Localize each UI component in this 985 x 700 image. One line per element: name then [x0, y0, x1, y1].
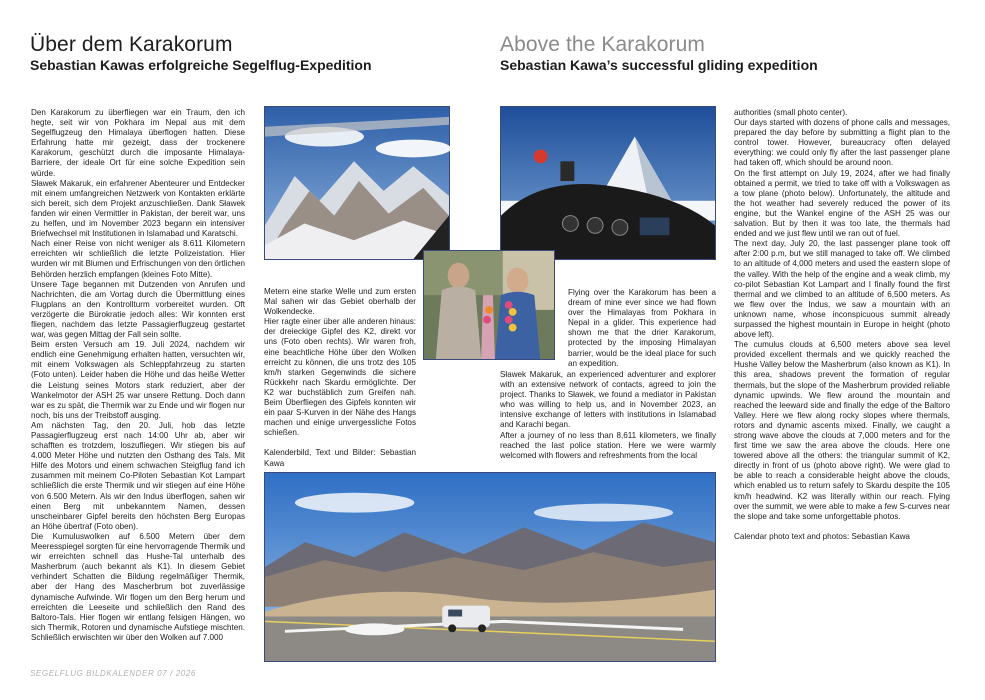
english-paragraph: The next day, July 20, the last passenger plane took off after 2:00 p.m, but we still managed to take off. We climbed to an altitude of 4,000 meters and used the eastern slope of the valley. With the help of the engine and a weak climb, my co-pilot Sebastian Kot Lampart and I finally found the first thermal and we climbed to an altitude of 6,500 meters. As we flew over the Indus, we saw a mountain with an unknown name, whose inconspicuous summit already surpassed the highest mountain in Europe in height (photo above left). [734, 239, 950, 340]
photo-glider-tow-car [264, 472, 716, 662]
english-paragraph: The cumulus clouds at 6,500 meters above sea level provided excellent thermals and we quickly reached the Hushe Valley below the Masherbrum (also known as K1). In this area, shadows prevent the formation of regular thermals, but the slope of the Masherbrum provided reliable dynamic upwinds. We flew around the mountain and reached the leeward side and finally the edge of the Baltoro Valley. Here we flew along rocky slopes where thermals, rotors and dynamic ascents mixed. Finally, we caught a strong wave above the clouds at 7,000 meters and for the first time we saw the area above the clouds. Here one towered above all the others: the triangular summit of K2, directly in front of us (photo above right). We were glad to be able to reach a considerable height above the clouds, which enabled us to return safely to Skardu despite the 105 km/h headwind. K2 was literally within our reach. Flying over the summit, we were able to make a few S-curves near the slope and take some unforgettable photos. [734, 340, 950, 521]
english-photo-credit: Calendar photo text and photos: Sebastian Kawa [734, 531, 910, 541]
footer-calendar-label: SEGELFLUG BILDKALENDER 07 / 2026 [30, 669, 196, 678]
german-paragraph: Am nächsten Tag, den 20. Juli, hob das letzte Passagierflugzeug erst nach 14:00 Uhr ab, aber wir schafften es trotzdem, loszufliegen. Wir stiegen bis auf 4.000 Meter Höhe und nutzten den Osthang des Tals. Mit Hilfe des Motors und einem schwachen Steigflug fand ich zusammen mit meinem Co-Piloten Sebastian Kot Lampart schließlich die erste Thermik und wir stiegen auf eine Höhe von 6.500 Metern. Als wir den Indus überflogen, sahen wir einen Berg mit unbekanntem Namen, dessen unscheinbarer Gipfel bereits den höchsten Berg Europas an Höhe übertraf (Foto oben). [31, 420, 245, 531]
photo-welcome-flowers [423, 250, 555, 360]
german-paragraph: Sławek Makaruk, ein erfahrener Abenteurer und Entdecker mit einem umfangreichen Netzwerk von Kontakten erklärte sich bereit, sich dem Projekt anzuschließen. Dank Sławek fanden wir einen Vermittler in Pakistan, der bereit war, uns zu helfen, und im November 2023 begann ein intensiver Briefwechsel mit Institutionen in Islamabad und Karatschi. [31, 178, 245, 239]
photo-cockpit-k2 [500, 106, 716, 260]
german-paragraph: Den Karakorum zu überfliegen war ein Traum, den ich hegte, seit wir von Pokhara im Nepal aus mit dem Segelflugzeug den Himalaya überflogen hatten. Diese Erfahrung hatte mir gezeigt, dass der trockenere Karakorum, geschützt durch die imposante Himalaya-Barriere, der ideale Ort für eine solche Expedition sein würde. [31, 108, 245, 178]
english-paragraph: authorities (small photo center). [734, 108, 848, 117]
german-paragraph: Hier ragte einer über alle anderen hinaus: der dreieckige Gipfel des K2, direkt vor uns (Foto oben rechts). Wir waren froh, eine beachtliche Höhe über den Wolken erreicht zu können, die uns trotz des 105 km/h starken Gegenwinds die sichere Rückkehr nach Skardu ermöglichte. Der K2 war buchstäblich zum Greifen nah. Beim Überfliegen des Gipfels konnten wir ein paar S-Kurven in der Nähe des Hangs machen und einige unvergessliche Fotos schießen. [264, 317, 416, 438]
english-paragraph: Sławek Makaruk, an experienced adventurer and explorer with an extensive network of contacts, agreed to join the project. Thanks to Sławek, we found a mediator in Pakistan who was willing to help us, and in November 2023, an intensive exchange of letters with institutions in Islamabad and Karachi began. [500, 370, 716, 430]
english-paragraph: Flying over the Karakorum has been a dream of mine ever since we had flown over the Himalayas from Pokhara in Nepal in a glider. This experience had shown me that the drier Karakorum, protected by the imposing Himalayan barrier, would be the ideal place for such an expedition. [568, 288, 716, 368]
german-subtitle: Sebastian Kawas erfolgreiche Segelflug-Expedition [30, 57, 372, 73]
german-paragraph: Die Kumuluswolken auf 6.500 Metern über dem Meeresspiegel sorgten für eine hervorragende Thermik und wir erreichten schnell das Hushe-Tal unterhalb des Masherbrum (auch bekannt als K1). In diesem Gebiet verhindert Schatten die Bildung regelmäßiger Thermik, aber der Hang des Mascherbrum bot zuverlässige dynamische Aufwinde. Wir flogen um den Berg herum und erreichten die Leeseite und schließlich den Rand des Baltoro-Tals. Hier flogen wir entlang felsigen Hängen, wo sich Thermik, Rotoren und dynamische Aufstiege mischten. Schließlich erwischten wir über den Wolken auf 7.000 [31, 531, 245, 642]
german-text-column-2 [264, 287, 416, 468]
english-text-column [734, 108, 950, 578]
german-paragraph: Metern eine starke Welle und zum ersten Mal sahen wir das Gebiet oberhalb der Wolkendecke. [264, 287, 416, 317]
photo-mountains-from-cockpit [264, 106, 450, 260]
english-paragraph: Our days started with dozens of phone calls and messages, prepared the day before by submitting a flight plan to the control tower. However, bureaucracy often delayed everything: we could only fly after the last passenger plane had taken off, which should be around noon. [734, 118, 950, 168]
english-middle-text [500, 370, 716, 460]
german-photo-credit: Kalenderbild, Text und Bilder: Sebastian Kawa [264, 448, 416, 468]
german-text-column-1 [31, 108, 245, 658]
english-paragraph: On the first attempt on July 19, 2024, after we had finally obtained a permit, we tried to take off with a Volkswagen as a tow plane (photo below). Unfortunately, the altitude and the hot weather had severely reduced the power of its engine, but the Wankel engine of the ASH 25 was our salvation. But by then it was too late, the thermals had ended and we just flew until we ran out of fuel. [734, 168, 950, 239]
english-title: Above the Karakorum [500, 33, 706, 56]
german-paragraph: Nach einer Reise von nicht weniger als 8.611 Kilometern erreichten wir schließlich die letzte Polizeistation. Hier wurden wir mit Blumen und Erfrischungen von den örtlichen Behörden herzlich empfangen (kleines Foto Mitte). [31, 239, 245, 279]
german-title: Über dem Karakorum [30, 33, 233, 56]
german-paragraph: Beim ersten Versuch am 19. Juli 2024, nachdem wir endlich eine Genehmigung erhalten hatten, versuchten wir, mit einem Volkswagen als Schleppfahrzeug zu starten (Foto unten). Leider haben die Höhe und das heiße Wetter die Leistung seines Motors stark reduziert, aber der Wankelmotor der ASH 25 war unsere Rettung. Doch dann war es zu spät, die Thermik war zu Ende und wir flogen nur noch, bis uns der Treibstoff ausging. [31, 340, 245, 420]
english-intro-text [568, 288, 716, 368]
german-paragraph: Unsere Tage begannen mit Dutzenden von Anrufen und Nachrichten, die am Vortag durch die Übermittlung eines Flugplans an den Kontrollturm vorbereitet wurden. Oft verzögerte die Bürokratie jedoch alles: Wir konnten erst fliegen, nachdem das letzte Passagierflugzeug gestartet war, was gegen Mittag der Fall sein sollte. [31, 279, 245, 340]
english-paragraph: After a journey of no less than 8,611 kilometers, we finally reached the last police station. Here we were warmly welcomed with flowers and refreshments from the local [500, 430, 716, 460]
english-subtitle: Sebastian Kawa’s successful gliding expedition [500, 57, 818, 73]
